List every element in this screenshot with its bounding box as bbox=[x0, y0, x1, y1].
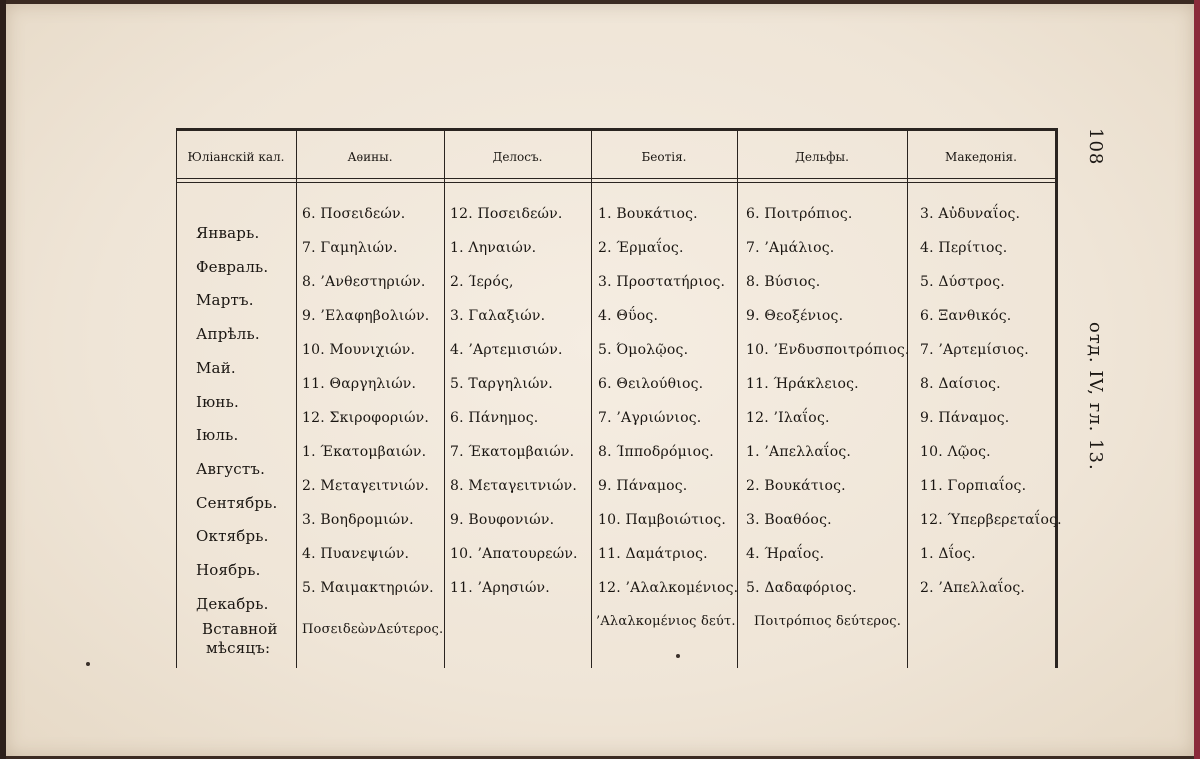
header-delphi: Дельфы. bbox=[795, 150, 849, 164]
boeotia-month: 9. Πάναμος. bbox=[598, 478, 688, 494]
athens-month: 5. Μαιμακτηριών. bbox=[302, 580, 434, 596]
macedonia-month: 9. Πάναμος. bbox=[920, 410, 1010, 426]
header-julian: Юліанскій кал. bbox=[187, 150, 285, 164]
delos-month: 5. Ταργηλιών. bbox=[450, 376, 553, 392]
boeotia-month: 11. Δαμάτριος. bbox=[598, 546, 708, 562]
delos-month: 10. ’Απατουρεών. bbox=[450, 546, 578, 562]
athens-month: 4. Πυανεψιών. bbox=[302, 546, 410, 562]
athens-month: 11. Θαργηλιών. bbox=[302, 376, 417, 392]
delos-month: 6. Πάνημος. bbox=[450, 410, 539, 426]
intercalary-delphi: Ποιτρόπιος δεύτερος. bbox=[754, 614, 902, 629]
boeotia-month: 2. Έρμαΐος. bbox=[598, 240, 684, 256]
delphi-month: 3. Βοαθόος. bbox=[746, 512, 832, 528]
athens-month: 12. Σκιροφοριών. bbox=[302, 410, 430, 426]
macedonia-month: 2. ’Απελλαΐος. bbox=[920, 580, 1026, 596]
column-rule bbox=[444, 128, 445, 668]
header-rule-1 bbox=[176, 178, 1058, 179]
athens-month: 8. ’Ανθεστηριών. bbox=[302, 274, 426, 290]
macedonia-month: 10. Λῷος. bbox=[920, 444, 991, 460]
boeotia-month: 12. ’Αλαλκομένιος. bbox=[598, 580, 739, 596]
macedonia-month: 6. Ξανθικός. bbox=[920, 308, 1012, 324]
column-rule bbox=[1055, 128, 1058, 668]
boeotia-month: 3. Προστατήριος. bbox=[598, 274, 726, 290]
boeotia-month: 5. Όμολῷος. bbox=[598, 342, 689, 358]
header-rule-2 bbox=[176, 182, 1058, 183]
julian-month: Іюль. bbox=[196, 426, 239, 445]
julian-month: Апрѣль. bbox=[196, 325, 260, 344]
macedonia-month: 7. ’Αρτεμίσιος. bbox=[920, 342, 1029, 358]
delphi-month: 7. ’Αμάλιος. bbox=[746, 240, 835, 256]
delphi-month: 11. Ήράκλειος. bbox=[746, 376, 859, 392]
table-top-rule bbox=[176, 128, 1058, 131]
macedonia-month: 3. Αὐδυναΐος. bbox=[920, 206, 1021, 222]
intercalary-athens: ΠοσειδεὼνΔεύτερος. bbox=[302, 622, 444, 637]
delphi-month: 5. Δαδαφόριος. bbox=[746, 580, 857, 596]
delos-month: 4. ’Αρτεμισιών. bbox=[450, 342, 563, 358]
julian-month: Май. bbox=[196, 358, 236, 377]
julian-month: Февраль. bbox=[196, 257, 269, 276]
delphi-month: 12. ’Ιλαΐος. bbox=[746, 410, 830, 426]
section-heading: отд. IV, гл. 13. bbox=[1085, 322, 1106, 471]
julian-month: Декабрь. bbox=[196, 594, 269, 613]
delos-month: 11. ’Αρησιών. bbox=[450, 580, 550, 596]
boeotia-month: 4. Θΰος. bbox=[598, 308, 659, 324]
ink-speck bbox=[676, 654, 680, 658]
athens-month: 2. Μεταγειτνιών. bbox=[302, 478, 430, 494]
athens-month: 9. ’Ελαφηβολιών. bbox=[302, 308, 430, 324]
delos-month: 1. Ληναιών. bbox=[450, 240, 537, 256]
macedonia-month: 11. Γορπιαΐος. bbox=[920, 478, 1027, 494]
column-rule bbox=[591, 128, 592, 668]
column-rule bbox=[176, 128, 177, 668]
athens-month: 10. Μουνιχιών. bbox=[302, 342, 416, 358]
macedonia-month: 12. Ύπερβερεταΐος. bbox=[920, 512, 1062, 528]
boeotia-month: 7. ’Αγριώνιος. bbox=[598, 410, 702, 426]
page-number: 108 bbox=[1085, 128, 1106, 166]
boeotia-month: 6. Θειλούθιος. bbox=[598, 376, 704, 392]
julian-month: Сентябрь. bbox=[196, 493, 278, 512]
delos-month: 2. Ίερός, bbox=[450, 274, 514, 290]
header-delos: Делосъ. bbox=[492, 150, 543, 164]
delos-month: 12. Ποσειδεών. bbox=[450, 206, 563, 222]
athens-month: 3. Βοηδρομιών. bbox=[302, 512, 414, 528]
athens-month: 7. Γαμηλιών. bbox=[302, 240, 398, 256]
delos-month: 7. Έκατομβαιών. bbox=[450, 444, 575, 460]
delos-month: 8. Μεταγειτνιών. bbox=[450, 478, 578, 494]
ink-speck bbox=[86, 662, 90, 666]
athens-month: 1. Έκατομβαιών. bbox=[302, 444, 427, 460]
intercalary-label-line-1: Вставной bbox=[202, 620, 278, 638]
boeotia-month: 8. Ίπποδρόμιος. bbox=[598, 444, 714, 460]
julian-month: Ноябрь. bbox=[196, 561, 261, 579]
boeotia-month: 1. Βουκάτιος. bbox=[598, 206, 698, 222]
julian-month: Январь. bbox=[196, 224, 260, 242]
athens-month: 6. Ποσειδεών. bbox=[302, 206, 406, 222]
delphi-month: 8. Βύσιος. bbox=[746, 274, 821, 290]
julian-month: Августъ. bbox=[196, 459, 266, 478]
header-macedonia: Македонія. bbox=[945, 150, 1017, 164]
calendar-table bbox=[176, 128, 1062, 668]
boeotia-month: 10. Παμβοιώτιος. bbox=[598, 512, 727, 528]
intercalary-boeotia: ’Αλαλκομένιος δεύτ. bbox=[596, 614, 736, 629]
macedonia-month: 1. Δΐος. bbox=[920, 546, 976, 562]
delphi-month: 6. Ποιτρόπιος. bbox=[746, 206, 853, 222]
macedonia-month: 8. Δαίσιος. bbox=[920, 376, 1001, 392]
delos-month: 3. Γαλαξιών. bbox=[450, 308, 546, 324]
macedonia-month: 4. Περίτιος. bbox=[920, 240, 1008, 256]
julian-month: Іюнь. bbox=[196, 392, 239, 411]
column-rule bbox=[907, 128, 908, 668]
macedonia-month: 5. Δύστρος. bbox=[920, 274, 1005, 290]
intercalary-label-line-2: мѣсяцъ: bbox=[206, 639, 271, 657]
delphi-month: 10. ’Ενδυσποιτρόπιος. bbox=[746, 342, 910, 358]
julian-month: Октябрь. bbox=[196, 527, 269, 546]
delphi-month: 2. Βουκάτιος. bbox=[746, 478, 846, 494]
delos-month: 9. Βουφονιών. bbox=[450, 512, 555, 528]
delphi-month: 4. Ήραΐος. bbox=[746, 546, 825, 562]
header-athens: Аѳины. bbox=[347, 150, 393, 164]
book-edge-right bbox=[1194, 0, 1200, 759]
header-boeotia: Беотія. bbox=[641, 150, 687, 164]
delphi-month: 1. ’Απελλαΐος. bbox=[746, 444, 852, 460]
julian-month: Мартъ. bbox=[196, 291, 254, 310]
column-rule bbox=[296, 128, 297, 668]
delphi-month: 9. Θεοξένιος. bbox=[746, 308, 844, 324]
